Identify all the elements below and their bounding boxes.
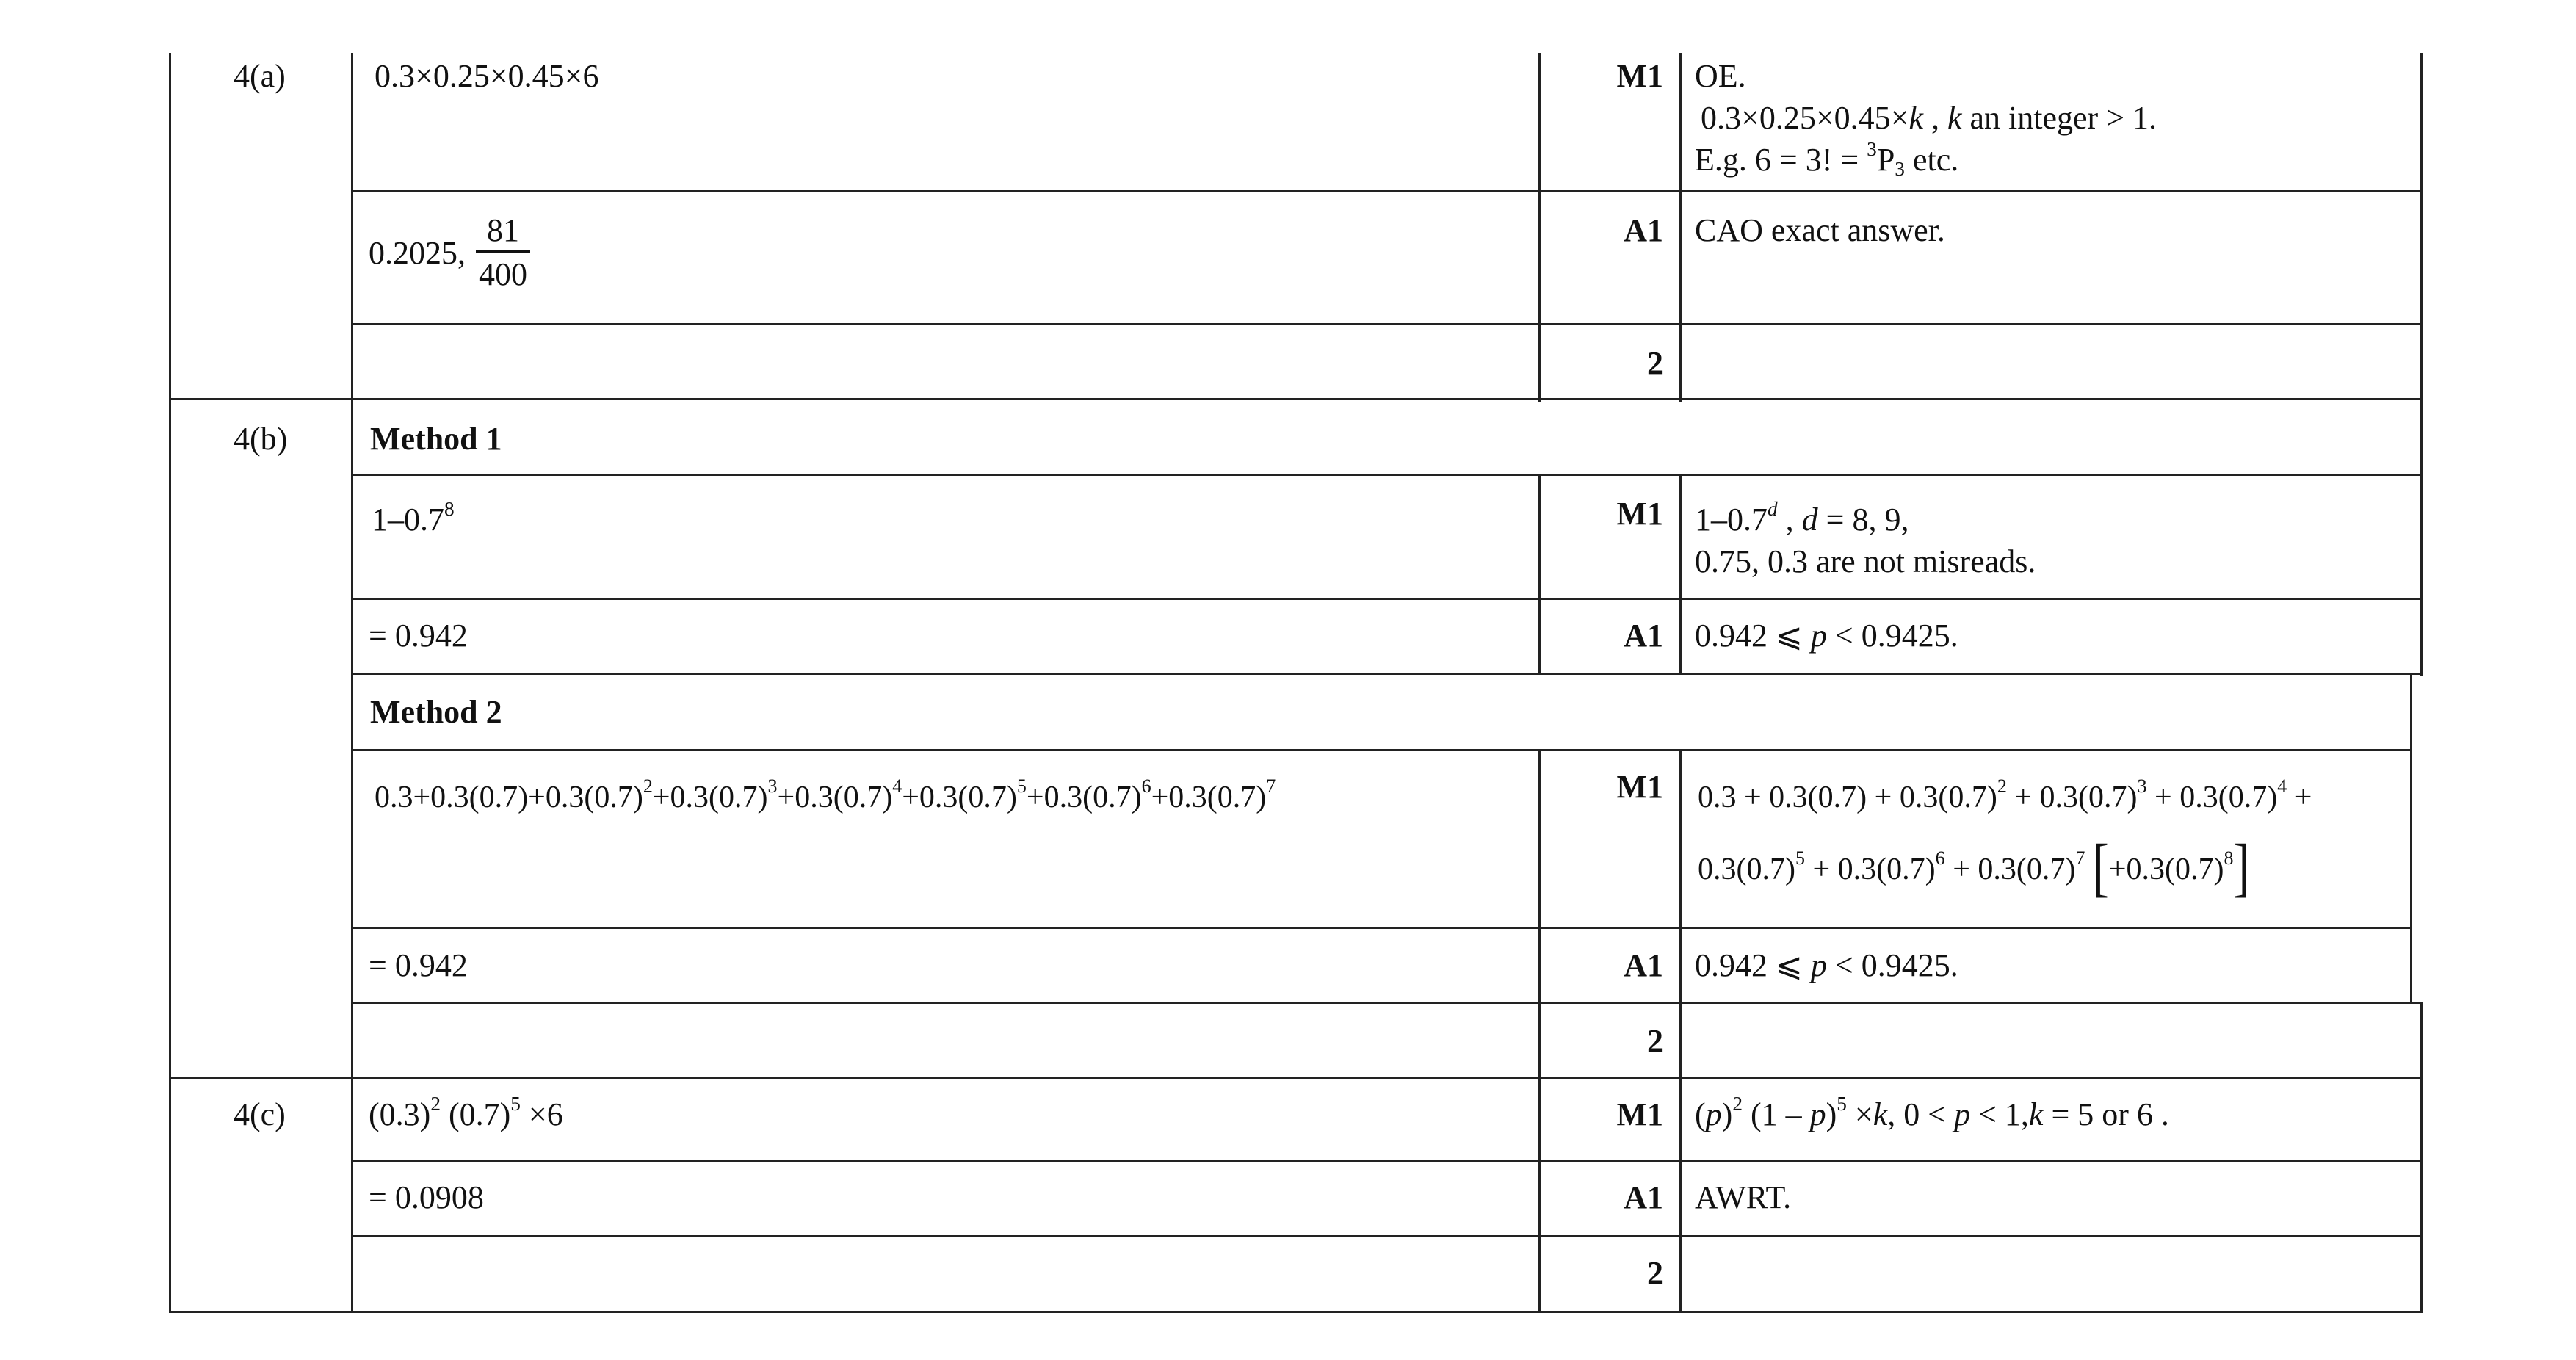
answer-text: (0.3) [369, 1096, 431, 1132]
guidance-text: p [1809, 1096, 1826, 1132]
guidance-text: 0.3(0.7) [1698, 852, 1795, 886]
guidance-text: 0.942 ⩽ [1695, 618, 1811, 654]
guidance-text: p [1954, 1096, 1971, 1132]
answer-cell: = 0.942 [369, 947, 468, 983]
superscript: 5 [510, 1092, 521, 1115]
guidance-text: + 0.3(0.7) [2146, 781, 2278, 814]
guidance-text: < 0.9425. [1826, 618, 1958, 654]
guidance-text: p [1810, 947, 1827, 983]
method-heading: Method 1 [370, 421, 502, 457]
question-label: 4(a) [234, 58, 286, 94]
superscript: 6 [1141, 775, 1151, 797]
superscript: 5 [1016, 775, 1027, 797]
answer-term: +0.3(0.7) [652, 781, 768, 814]
guidance-text: ( [1695, 1096, 1706, 1132]
table-border-right [2420, 1003, 2423, 1313]
guidance-line [1698, 831, 2312, 904]
mark-cell: M1 [1616, 496, 1663, 532]
superscript: 3 [1867, 137, 1877, 160]
fraction [476, 210, 530, 296]
mark-cell: A1 [1624, 212, 1663, 248]
guidance-text: (1 – [1742, 1096, 1810, 1132]
answer-cell: = 0.942 [369, 618, 468, 654]
superscript: 7 [2075, 847, 2085, 869]
guidance-text: < 1, [1970, 1096, 2029, 1132]
superscript: 8 [2224, 847, 2234, 869]
col-divider-marks [1679, 474, 1682, 674]
row-divider [351, 474, 2423, 476]
superscript: 2 [430, 1092, 441, 1115]
guidance-text: E.g. 6 = 3! = [1695, 142, 1867, 178]
guidance-text: ) [1721, 1096, 1733, 1132]
col-divider-answer [1538, 53, 1541, 402]
question-label: 4(c) [234, 1096, 286, 1132]
superscript: 8 [444, 497, 455, 520]
answer-text: ×6 [520, 1096, 563, 1132]
answer-text: (0.7) [440, 1096, 511, 1132]
answer-cell [369, 210, 530, 296]
row-divider [351, 1160, 2423, 1162]
table-border-right [2410, 674, 2412, 1003]
answer-text: 0.2025, [369, 235, 466, 272]
guidance-text: = 8, 9, [1817, 502, 1909, 538]
guidance-text: 0.942 ⩽ [1695, 947, 1811, 983]
mark-cell: A1 [1624, 1179, 1663, 1215]
row-divider [351, 749, 2412, 751]
question-label: 4(b) [234, 421, 288, 457]
guidance-text: + [2287, 781, 2312, 814]
guidance-cell [1695, 615, 1958, 656]
col-divider-marks [1679, 53, 1682, 402]
bracket: ] [2233, 831, 2250, 904]
guidance-text: ) [1826, 1096, 1837, 1132]
answer-cell [369, 1094, 563, 1135]
guidance-text: + 0.3(0.7) [2006, 781, 2138, 814]
guidance-line [1698, 775, 2312, 817]
col-divider-answer [1538, 474, 1541, 674]
table-border-bottom [169, 1311, 2423, 1313]
guidance-cell: CAO exact answer. [1695, 212, 1945, 248]
question-divider [169, 398, 2423, 400]
col-divider-question [351, 53, 353, 1313]
total-marks: 2 [1647, 1023, 1663, 1059]
bracket: [ [2092, 831, 2109, 904]
row-divider [351, 927, 2412, 929]
answer-cell [375, 775, 1276, 817]
mark-cell: A1 [1624, 947, 1663, 983]
answer-term: +0.3(0.7) [1151, 781, 1267, 814]
guidance-text: × [1846, 1096, 1873, 1132]
row-divider [351, 323, 2423, 325]
col-divider-answer [1538, 749, 1541, 1313]
guidance-text: P [1876, 142, 1895, 178]
superscript: 2 [1732, 1092, 1743, 1115]
superscript: 2 [1997, 775, 2007, 797]
guidance-text: +0.3(0.7) [2108, 852, 2224, 886]
row-divider [351, 598, 2423, 600]
fraction-denominator: 400 [479, 256, 527, 292]
guidance-text: , [1777, 502, 1802, 538]
superscript: 5 [1837, 1092, 1847, 1115]
superscript: 3 [767, 775, 778, 797]
guidance-cell [1695, 1094, 2169, 1135]
guidance-text: , [1922, 100, 1947, 136]
answer-cell: = 0.0908 [369, 1179, 484, 1215]
answer-text: 0.3×0.25×0.45×6 [375, 58, 599, 94]
guidance-text: 0.3×0.25×0.45× [1701, 100, 1909, 136]
guidance-text: + 0.3(0.7) [1805, 852, 1936, 886]
superscript: d [1768, 497, 1778, 520]
guidance-text: etc. [1904, 142, 1959, 178]
answer-term: +0.3(0.7) [1026, 781, 1142, 814]
answer-term: +0.3(0.7) [777, 781, 893, 814]
guidance-line: OE. [1695, 58, 1746, 94]
answer-term: +0.3(0.7) [902, 781, 1017, 814]
col-divider-marks [1679, 749, 1682, 1313]
guidance-text: k [1909, 100, 1923, 136]
table-border-right [2420, 53, 2423, 676]
guidance-text: < 0.9425. [1826, 947, 1958, 983]
guidance-text: p [1705, 1096, 1722, 1132]
guidance-text: an integer > 1. [1961, 100, 2157, 136]
guidance-text: + 0.3(0.7) [1944, 852, 2076, 886]
guidance-text: k [2028, 1096, 2044, 1132]
table-border-left [169, 53, 171, 1313]
superscript: 3 [2137, 775, 2147, 797]
guidance-text: k [1947, 100, 1962, 136]
method-heading: Method 2 [370, 694, 502, 730]
guidance-line [1695, 499, 2036, 540]
answer-cell [375, 56, 598, 96]
guidance-text: 1–0.7 [1695, 502, 1768, 538]
row-divider [351, 190, 2423, 192]
mark-cell: M1 [1616, 1096, 1663, 1132]
guidance-cell [1695, 56, 2157, 180]
answer-cell [372, 499, 455, 540]
guidance-line: 0.75, 0.3 are not misreads. [1695, 543, 2036, 579]
mark-cell: A1 [1624, 618, 1663, 654]
superscript: 4 [2277, 775, 2287, 797]
guidance-cell [1695, 499, 2036, 582]
guidance-cell: AWRT. [1695, 1179, 1792, 1215]
total-marks: 2 [1647, 345, 1663, 381]
guidance-text: p [1810, 618, 1827, 654]
superscript: 2 [643, 775, 653, 797]
row-divider [351, 1002, 2423, 1004]
answer-term: +0.3(0.7) [528, 781, 643, 814]
guidance-line [1695, 137, 2157, 180]
guidance-text: = 5 or 6 . [2043, 1096, 2169, 1132]
fraction-numerator: 81 [476, 210, 530, 253]
mark-cell: M1 [1616, 58, 1663, 94]
guidance-line [1701, 98, 2157, 138]
row-divider [351, 673, 2423, 675]
row-divider [351, 1235, 2423, 1237]
superscript: 6 [1935, 847, 1945, 869]
guidance-cell [1695, 945, 1958, 985]
guidance-text: k [1873, 1096, 1888, 1132]
question-divider [169, 1077, 2423, 1079]
superscript: 4 [892, 775, 902, 797]
mark-cell: M1 [1616, 769, 1663, 805]
guidance-cell [1698, 775, 2312, 904]
answer-text: 1–0.7 [372, 502, 444, 538]
total-marks: 2 [1647, 1255, 1663, 1291]
subscript: 3 [1895, 157, 1905, 180]
guidance-text: d [1801, 502, 1818, 538]
answer-term: 0.3+0.3(0.7) [375, 781, 529, 814]
superscript: 7 [1266, 775, 1276, 797]
guidance-text: 0.3 + 0.3(0.7) + 0.3(0.7) [1698, 781, 1997, 814]
guidance-text: , 0 < [1887, 1096, 1955, 1132]
superscript: 5 [1795, 847, 1805, 869]
